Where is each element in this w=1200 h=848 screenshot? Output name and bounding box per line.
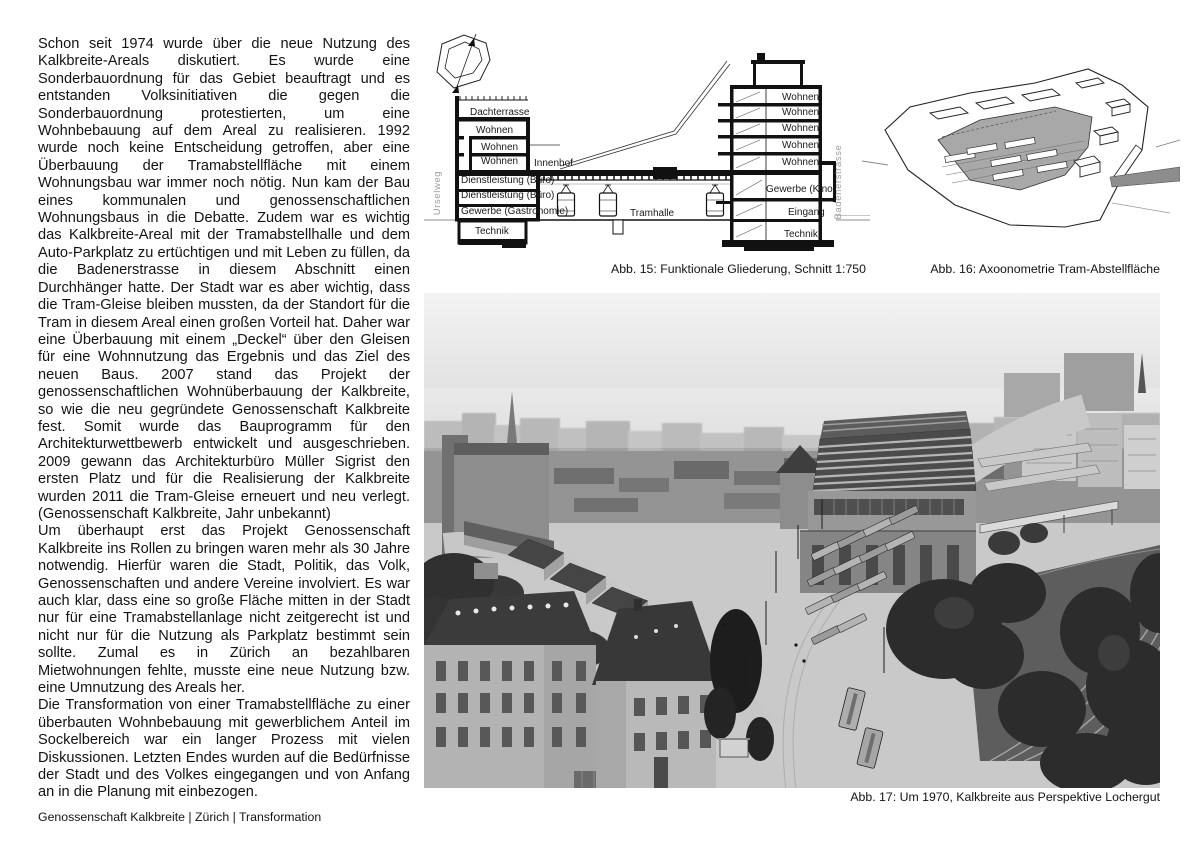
floor-label: Technik (475, 226, 509, 237)
key-plan (437, 34, 490, 93)
figure-axonometric (860, 55, 1180, 255)
caption-fig17: Abb. 17: Um 1970, Kalkbreite aus Perspektive Lochergut (850, 790, 1160, 804)
stair-lines (736, 92, 762, 237)
hall-label: Tramhalle (630, 208, 675, 219)
floor-label: Wohnen (782, 92, 820, 103)
page-footer: Genossenschaft Kalkbreite | Zürich | Transformation (38, 810, 322, 824)
floor-label: Eingang (788, 207, 825, 218)
paragraph: Um überhaupt erst das Projekt Genossenschaft Kalkbreite ins Rollen zu bringen waren mehr als 30 Jahre notwendig. Hierfür waren die Stadt, Politik, das Volk, Genossenschaften und andere Vereine involviert. Es war auch klar, dass eine so große Fläche mitten in der Stadt nur für eine Tramabstellanlage nicht zeitgerecht ist und nicht nur für die Nutzung als Parkplatz bestimmt sein sollte. Zumal es in Zürich an bezahlbaren Mietwohnungen fehlte, musste eine neue Nutzung bzw. eine Umnutzung des Areals her. (38, 523, 410, 697)
floor-label: Wohnen (782, 157, 820, 168)
courtyard-label: Innenhof (534, 158, 573, 169)
kiosk (718, 739, 750, 757)
tram-icon (600, 185, 617, 216)
floor-label: Gewerbe (Kino) (766, 184, 837, 195)
right-tower (716, 53, 836, 251)
tram-hall (540, 180, 730, 234)
floor-label: Dachterrasse (470, 107, 530, 118)
street-label-badenerstrasse: Badenerstrasse (833, 144, 844, 220)
street-label-urselweg: Urselweg (432, 170, 443, 216)
caption-fig16: Abb. 16: Axoonometrie Tram-Abstellfläche (930, 262, 1160, 276)
axonometric-drawing (860, 55, 1180, 255)
ring-building (885, 69, 1148, 227)
tram-icon (707, 185, 724, 216)
figure-section (424, 30, 874, 280)
section-drawing (424, 30, 874, 280)
floor-label: Wohnen (481, 142, 519, 153)
conifer-tree (746, 717, 774, 761)
floor-label: Dienstleistung (Büro) (461, 190, 555, 201)
floor-label: Wohnen (782, 140, 820, 151)
floor-label: Wohnen (481, 156, 519, 167)
caption-fig15: Abb. 15: Funktionale Gliederung, Schnitt 1:750 (611, 262, 866, 276)
floor-label: Technik (784, 229, 818, 240)
floor-label: Dienstleistung (Büro) (461, 175, 555, 186)
aerial-photo (424, 293, 1160, 788)
floor-label: Wohnen (782, 123, 820, 134)
conifer-tree (704, 687, 736, 739)
body-text (38, 36, 410, 802)
paragraph: Die Transformation von einer Tramabstellfläche zu einer überbauten Wohnbebauung mit gewerblichem Anteil im Sockelbereich war ein langer Prozess mit vielen Diskussionen. Letzten Endes wurden auf die Bedürfnisse der Stadt und des Volkes eingegangen und von Anfang an in die Planung mit einbezogen. (38, 697, 410, 801)
figure-photo (424, 293, 1160, 788)
paragraph: Schon seit 1974 wurde über die neue Nutzung des Kalkbreite-Areals diskutiert. Es wurde eine Sonderbauordnung für das Gebiet beauftragt und es entstanden Volksinitiativen die gegen die Sonderbauordnung protestierten, um eine Wohnbebauung auf dem Areal zu realisieren. 1992 wurde noch keine Entscheidung getroffen, aber eine Überbauung der Tramabstellfläche mit einem Wohnungsbau war immer noch nötig. Nun kam der Bau eines kommunalen und genossenschaftlichen Wohnungsbaus in die Debatte. Zudem war es wichtig das Kalkbreite-Areal mit der Tramabstellhalle und dem Auto-Parkplatz zu ertüchtigen und mit Leben zu füllen, da die Badenerstrasse in diesem Abschnitt einen Durchhänger hatte. Der Stadt war es aber wichtig, dass die Tram-Gleise bleiben mussten, da der Standort für die Tram in diesem Areal einen großen Vorteil hat. Daher war eine Überbauung mit einem „Deckel“ über den Gleisen für eine Wohnnutzung das Ergebnis und das Ziel des neuen Baus. 2007 stand das Projekt der genossenschaftlichen Wohnüberbauung der Kalkbreite, so wie die neu gegründete Genossenschaft Kalkbreite fest. Somit wurde das Bauprogramm für den Architekturwettbewerb entwickelt und ausgeschrieben. 2009 gewann das Architekturbüro Müller Sigrist den ersten Platz und für die Realisierung der Kalkbreite wurden 2011 die Tram-Gleise erneuert und neu verlegt. (Genossenschaft Kalkbreite, Jahr unbekannt) (38, 36, 410, 522)
foreground-buildings (424, 591, 720, 788)
floor-label: Wohnen (476, 125, 514, 136)
floor-label: Gewerbe (Gastronomie) (461, 206, 569, 217)
floor-label: Wohnen (782, 107, 820, 118)
